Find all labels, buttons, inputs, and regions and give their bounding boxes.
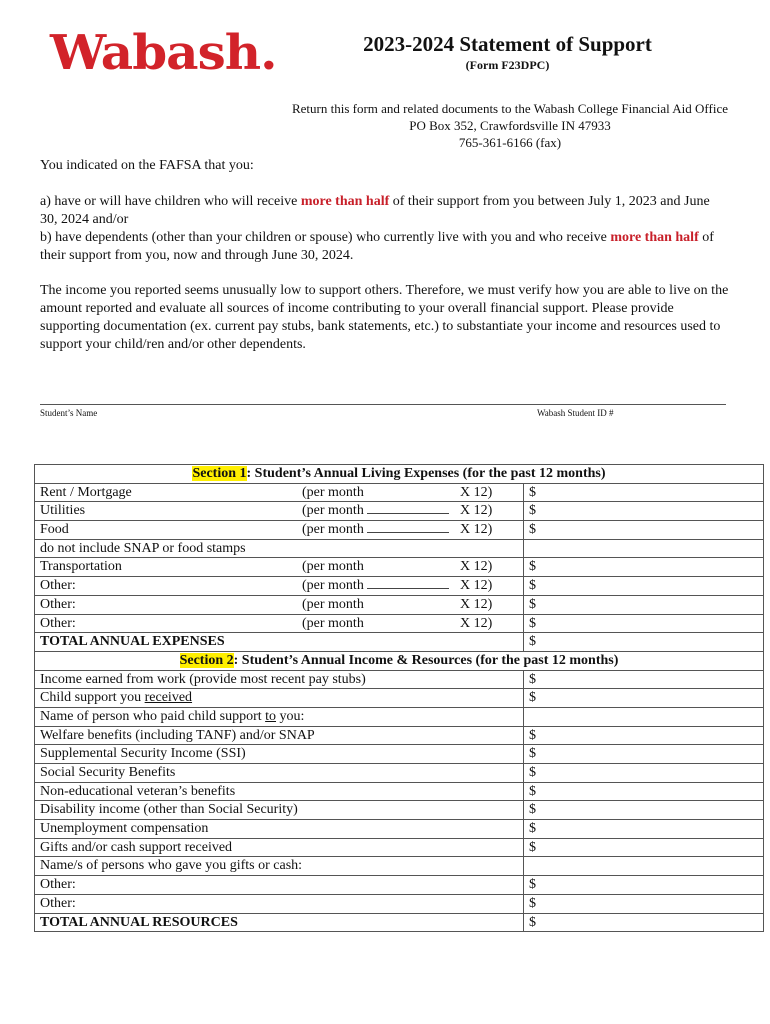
table-row	[35, 745, 764, 764]
amount-field[interactable]: $	[524, 764, 764, 783]
table-row	[35, 820, 764, 839]
amount-field[interactable]: $	[524, 502, 764, 521]
income-label: Other:	[35, 894, 504, 913]
office-line: Return this form and related documents to the Wabash College Financial Aid Office	[291, 101, 729, 116]
table-row: Other: (per month X 12) $	[35, 614, 764, 633]
table-row: Rent / Mortgage (per month X 12) $	[35, 483, 764, 502]
amount-field[interactable]: $	[524, 558, 764, 577]
amount-field[interactable]: $	[524, 894, 764, 913]
form-code: (Form F23DPC)	[465, 58, 550, 72]
signature-line[interactable]	[40, 404, 726, 405]
table-row	[35, 876, 764, 895]
section2-title: : Student’s Annual Income & Resources (for the past 12 months)	[233, 652, 619, 668]
table-row	[35, 801, 764, 820]
income-label: Other:	[35, 876, 504, 895]
wabash-logo: Wabash.	[50, 24, 277, 81]
amount-field[interactable]: $	[524, 820, 764, 839]
explanation-paragraph: The income you reported seems unusually low to support others. Therefore, we must verify how you are able to live on the amount reported and evaluate all sources of income contributing to your overall financial support. Please provide supporting documentation (ex. current pay stubs, bank statements, etc.) to substantiate your income and resources used to support your child/ren and/or other dependents.	[40, 283, 729, 352]
expense-label: Other:	[40, 596, 76, 612]
section2-header-row	[35, 651, 764, 670]
total-resources-field[interactable]: $	[524, 913, 764, 932]
table-row	[35, 726, 764, 745]
expense-label: Rent / Mortgage	[40, 484, 132, 500]
table-row	[35, 689, 764, 708]
food-note: do not include SNAP or food stamps	[35, 539, 504, 558]
fafsa-intro: You indicated on the FAFSA that you:	[40, 158, 254, 173]
expense-label: Other:	[40, 615, 76, 631]
income-label: Social Security Benefits	[35, 764, 504, 783]
table-row: Transportation (per month X 12) $	[35, 558, 764, 577]
amount-field[interactable]: $	[524, 801, 764, 820]
amount-field[interactable]: $	[524, 483, 764, 502]
section1-title: : Student’s Annual Living Expenses (for the past 12 months)	[246, 466, 606, 481]
student-id-label: Wabash Student ID #	[537, 408, 614, 418]
monthly-blank[interactable]	[367, 577, 449, 589]
income-label: Supplemental Security Income (SSI)	[35, 745, 504, 764]
income-label: Disability income (other than Social Security)	[35, 801, 504, 820]
table-row	[35, 539, 764, 558]
monthly-blank[interactable]	[367, 521, 449, 533]
total-expenses-field[interactable]: $	[524, 633, 764, 652]
table-row	[35, 707, 764, 726]
income-label: Income earned from work (provide most recent pay stubs)	[35, 670, 504, 689]
table-row: Other: (per month X 12) $	[35, 595, 764, 614]
table-row	[35, 838, 764, 857]
office-line: PO Box 352, Crawfordsville IN 47933	[409, 118, 611, 133]
table-row: Utilities (per month X 12) $	[35, 502, 764, 521]
amount-field[interactable]: $	[524, 745, 764, 764]
amount-field[interactable]: $	[524, 670, 764, 689]
gift-givers-label: Name/s of persons who gave you gifts or cash:	[35, 857, 504, 876]
income-label: Welfare benefits (including TANF) and/or SNAP	[35, 726, 504, 745]
office-line: 765-361-6166 (fax)	[458, 135, 562, 150]
expense-label: Food	[40, 522, 69, 538]
table-row	[35, 782, 764, 801]
table-row	[35, 857, 764, 876]
support-form-table	[34, 464, 764, 932]
child-support-payer-label: Name of person who paid child support to you:	[35, 707, 504, 726]
expense-label: Transportation	[40, 559, 122, 575]
table-row: Food (per month X 12) $	[35, 521, 764, 540]
monthly-blank[interactable]	[367, 502, 449, 514]
table-row	[35, 670, 764, 689]
income-label: Child support you received	[35, 689, 504, 708]
amount-field[interactable]: $	[524, 838, 764, 857]
amount-field[interactable]: $	[524, 577, 764, 596]
table-row	[35, 764, 764, 783]
amount-field[interactable]: $	[524, 614, 764, 633]
table-row: Other: (per month X 12) $	[35, 577, 764, 596]
income-label: Non-educational veteran’s benefits	[35, 782, 504, 801]
amount-field[interactable]: $	[524, 521, 764, 540]
amount-field[interactable]: $	[524, 782, 764, 801]
total-resources-row: TOTAL ANNUAL RESOURCES $	[35, 913, 764, 932]
amount-field[interactable]: $	[524, 726, 764, 745]
section1-label: Section 1	[192, 466, 247, 481]
table-row	[35, 894, 764, 913]
section1-header-row	[35, 465, 764, 484]
expense-label: Other:	[40, 578, 76, 594]
amount-field[interactable]: $	[524, 876, 764, 895]
expense-label: Utilities	[40, 503, 86, 519]
section2-label: Section 2	[179, 652, 234, 668]
student-name-label: Student’s Name	[40, 408, 98, 418]
income-label: Gifts and/or cash support received	[35, 838, 504, 857]
condition-a: a) have or will have children who will receive more than half of their support from you between July 1, 2023 and June 30, 2024 and/or	[40, 194, 710, 227]
amount-field[interactable]: $	[524, 689, 764, 708]
amount-field[interactable]: $	[524, 595, 764, 614]
office-address	[270, 100, 750, 151]
total-expenses-row: TOTAL ANNUAL EXPENSES $	[35, 633, 764, 652]
form-title: 2023-2024 Statement of Support	[363, 32, 652, 56]
condition-b: b) have dependents (other than your children or spouse) who currently live with you and who receive more than half of their support from you, now and through June 30, 2024.	[40, 230, 714, 263]
income-label: Unemployment compensation	[35, 820, 504, 839]
